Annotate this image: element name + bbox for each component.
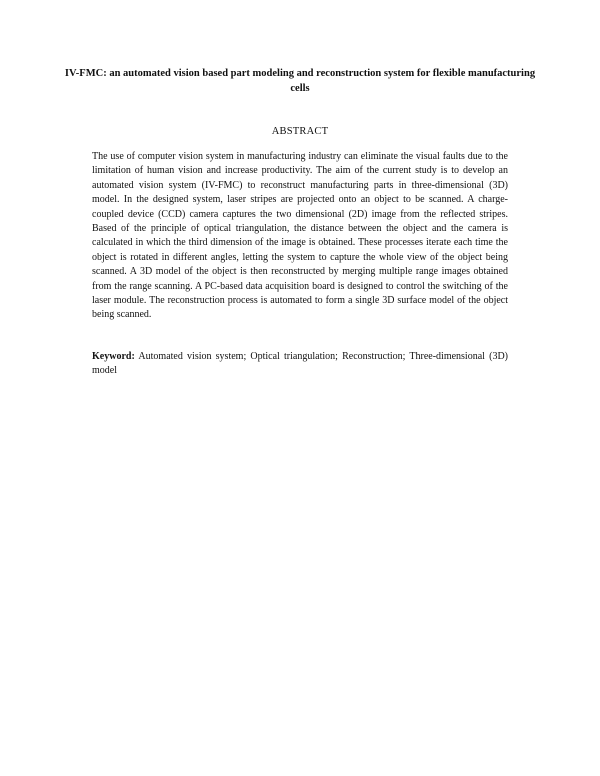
paper-title: IV-FMC: an automated vision based part modeling and reconstruction system for flexible manufacturing cells: [64, 68, 536, 94]
keyword-list: Automated vision system; Optical triangulation; Reconstruction; Three-dimensional (3D) model: [92, 351, 508, 377]
keywords-paragraph: [92, 350, 508, 379]
keyword-label: Keyword:: [92, 351, 135, 362]
abstract-heading: ABSTRACT: [271, 126, 329, 137]
abstract-body: The use of computer vision system in manufacturing industry can eliminate the visual faults due to the limitation of human vision and increase productivity. The aim of the current study is to develop an automated vision system (IV-FMC) to reconstruct manufacturing parts in three-dimensional (3D) model. In the designed system, laser stripes are projected onto an object to be scanned. A charge-coupled device (CCD) camera captures the two dimensional (2D) image from the reflected stripes. Based of the principle of optical triangulation, the distance between the object and the camera is calculated in which the third dimension of the image is obtained. These processes iterate each time the object is rotated in different angles, letting the system to capture the whole view of the object being scanned. A 3D model of the object is then reconstructed by merging multiple range images obtained from the range scanning. A PC-based data acquisition board is designed to control the switching of the laser module. The reconstruction process is automated to form a single 3D surface model of the object being scanned.: [92, 151, 508, 321]
